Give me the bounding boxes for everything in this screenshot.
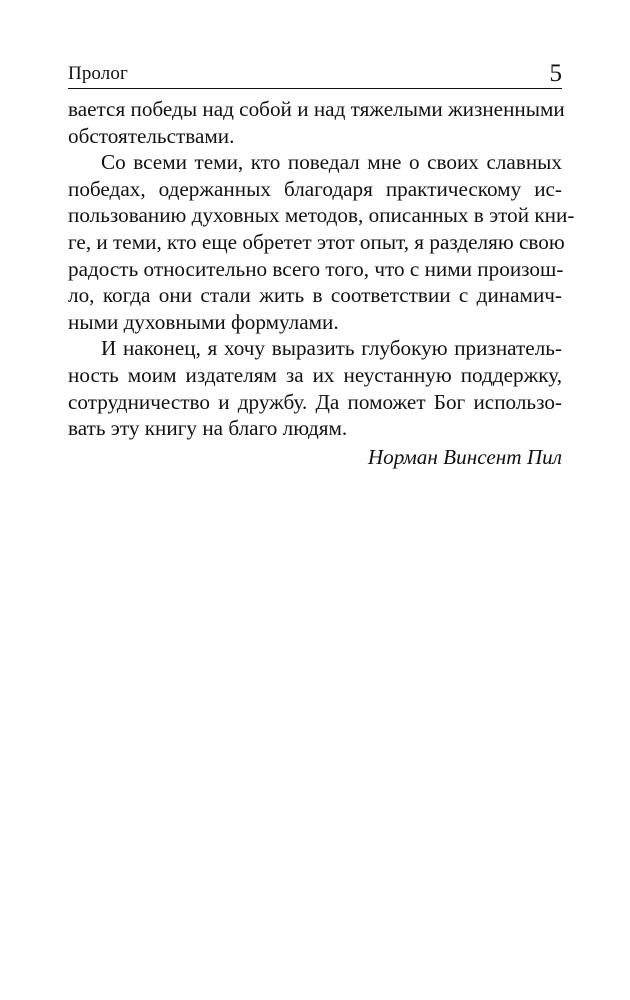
text-line: вать эту книгу на благо людям. — [68, 416, 348, 441]
text-line: радость относительно всего того, что с ними произош- — [68, 256, 564, 281]
book-page — [68, 58, 575, 470]
author-signature: Норман Винсент Пил — [367, 444, 562, 469]
text-line: вается победы над собой и над тяжелыми жизненными — [68, 97, 565, 121]
section-title: Пролог — [68, 63, 128, 84]
text-line: И наконец, я хочу выразить глубокую признатель- — [101, 336, 562, 361]
text-line: сотрудничество и дружбу. Да поможет Бог использо- — [68, 389, 562, 414]
text-line: ность моим издателям за их неустанную поддержку, — [68, 362, 562, 387]
page-number: 5 — [549, 60, 562, 87]
text-line: победах, одержанных благодаря практическому ис- — [68, 176, 562, 201]
text-line: ге, и теми, кто еще обретет этот опыт, я разделяю свою — [68, 229, 565, 254]
text-line: ными духовными формулами. — [68, 309, 339, 334]
paragraph-gratitude — [68, 149, 575, 335]
text-line: пользованию духовных методов, описанных в этой кни- — [68, 203, 575, 228]
paragraph-acknowledgement — [68, 335, 562, 441]
text-line: Со всеми теми, кто поведал мне о своих славных — [101, 150, 562, 175]
text-line: обстоятельствами. — [68, 123, 235, 148]
running-head — [68, 58, 562, 89]
text-line: ло, когда они стали жить в соответствии с динамич- — [68, 283, 562, 308]
body-text — [68, 96, 575, 470]
paragraph-continuation — [68, 96, 565, 149]
